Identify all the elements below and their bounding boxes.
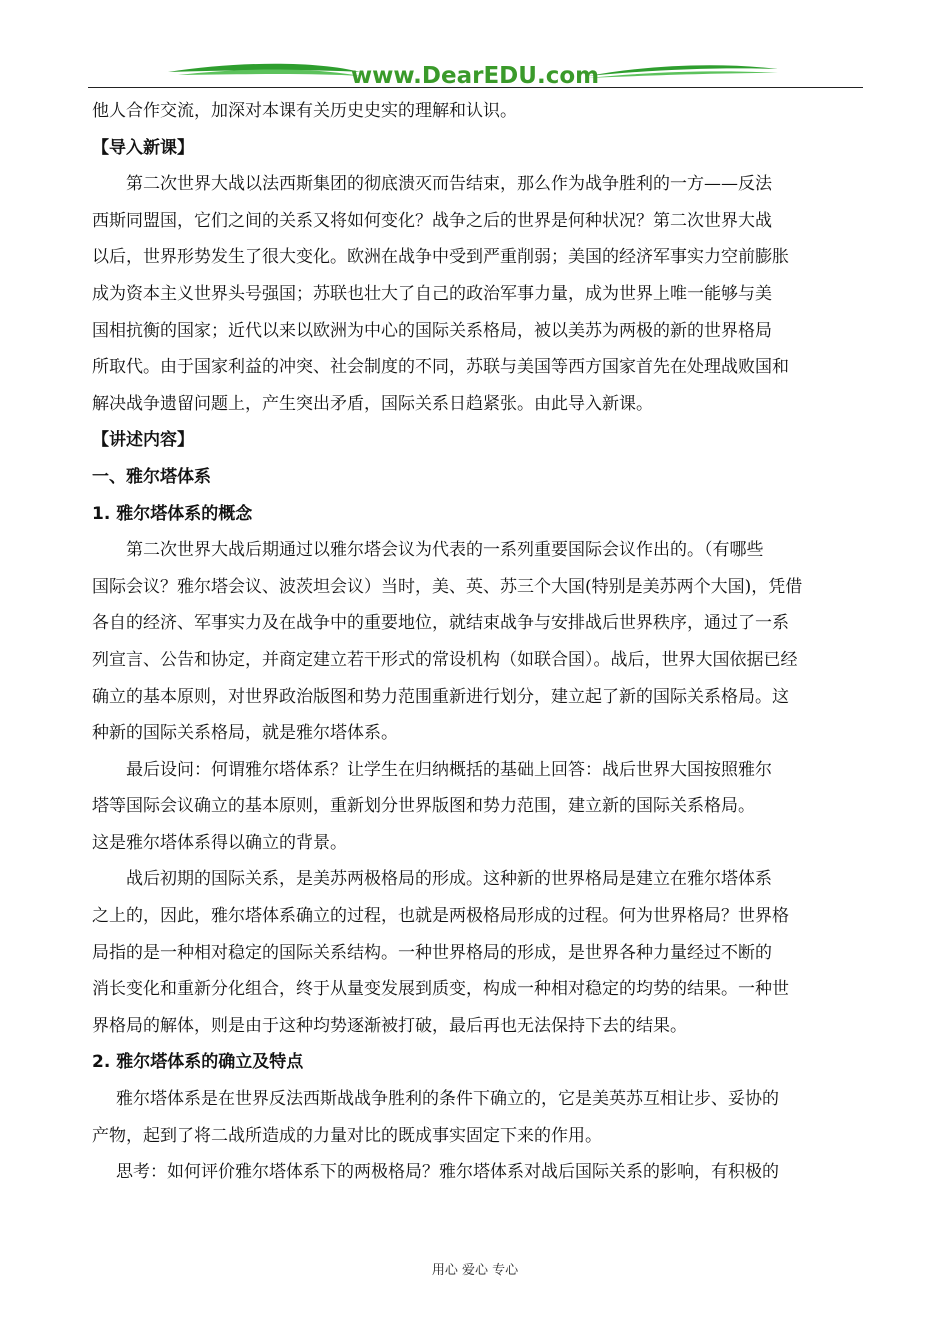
- site-header-banner: [88, 58, 863, 90]
- paragraph-line: 最后设问：何谓雅尔塔体系？让学生在归纳概括的基础上回答：战后世界大国按照雅尔: [126, 759, 772, 780]
- paragraph-line: 以后，世界形势发生了很大变化。欧洲在战争中受到严重削弱；美国的经济军事实力空前膨胀: [92, 247, 789, 268]
- paragraph-line: 界格局的解体，则是由于这种均势逐渐被打破，最后再也无法保持下去的结果。: [92, 1015, 687, 1036]
- paragraph-line: 列宣言、公告和协定，并商定建立若干形式的常设机构（如联合国）。战后，世界大国依据已经: [92, 649, 798, 670]
- paragraph-line: 战后初期的国际关系，是美苏两极格局的形成。这种新的世界格局是建立在雅尔塔体系: [126, 869, 772, 890]
- paragraph-line: 种新的国际关系格局，就是雅尔塔体系。: [92, 723, 398, 744]
- paragraph-line: 解决战争遗留问题上，产生突出矛盾，国际关系日趋紧张。由此导入新课。: [92, 393, 653, 414]
- paragraph-line: 思考：如何评价雅尔塔体系下的两极格局？雅尔塔体系对战后国际关系的影响，有积极的: [116, 1162, 779, 1183]
- section-heading: 一、雅尔塔体系: [92, 466, 211, 487]
- paragraph-line: 雅尔塔体系是在世界反法西斯战战争胜利的条件下确立的，它是美英苏互相让步、妥协的: [116, 1089, 779, 1110]
- header-divider: [88, 87, 863, 88]
- paragraph-line: 产物，起到了将二战所造成的力量对比的既成事实固定下来的作用。: [92, 1125, 602, 1146]
- paragraph-line: 第二次世界大战以法西斯集团的彻底溃灭而告结束，那么作为战争胜利的一方——反法: [126, 174, 772, 195]
- paragraph-line: 塔等国际会议确立的基本原则，重新划分世界版图和势力范围，建立新的国际关系格局。: [92, 796, 755, 817]
- paragraph-line: 所取代。由于国家利益的冲突、社会制度的不同，苏联与美国等西方国家首先在处理战败国和: [92, 357, 789, 378]
- paragraph-line: 之上的，因此，雅尔塔体系确立的过程，也就是两极格局形成的过程。何为世界格局？世界格: [92, 906, 789, 927]
- section-heading: 1. 雅尔塔体系的概念: [92, 503, 253, 524]
- section-heading: 【导入新课】: [92, 137, 194, 158]
- site-logo-text: www.DearEDU.com: [350, 63, 600, 89]
- paragraph-line: 这是雅尔塔体系得以确立的背景。: [92, 832, 347, 853]
- section-heading: 2. 雅尔塔体系的确立及特点: [92, 1052, 304, 1073]
- document-body: [92, 93, 862, 1191]
- swoosh-logo-graphic: [88, 58, 863, 90]
- paragraph-line: 国际会议？雅尔塔会议、波茨坦会议）当时，美、英、苏三个大国(特别是美苏两个大国)，凭借: [92, 576, 803, 597]
- page-footer: 用心 爱心 专心: [431, 1263, 519, 1278]
- paragraph-line: 成为资本主义世界头号强国；苏联也壮大了自己的政治军事力量，成为世界上唯一能够与美: [92, 283, 772, 304]
- paragraph-line: 各自的经济、军事实力及在战争中的重要地位，就结束战争与安排战后世界秩序，通过了一系: [92, 613, 789, 634]
- paragraph-line: 局指的是一种相对稳定的国际关系结构。一种世界格局的形成，是世界各种力量经过不断的: [92, 942, 772, 963]
- paragraph-line: 国相抗衡的国家；近代以来以欧洲为中心的国际关系格局，被以美苏为两极的新的世界格局: [92, 320, 772, 341]
- section-heading: 【讲述内容】: [92, 430, 194, 451]
- paragraph-line: 他人合作交流，加深对本课有关历史史实的理解和认识。: [92, 101, 517, 121]
- paragraph-line: 第二次世界大战后期通过以雅尔塔会议为代表的一系列重要国际会议作出的。（有哪些: [126, 540, 764, 561]
- paragraph-line: 确立的基本原则，对世界政治版图和势力范围重新进行划分，建立起了新的国际关系格局。这: [92, 686, 789, 707]
- paragraph-line: 消长变化和重新分化组合，终于从量变发展到质变，构成一种相对稳定的均势的结果。一种世: [92, 979, 789, 1000]
- paragraph-line: 西斯同盟国，它们之间的关系又将如何变化？战争之后的世界是何种状况？第二次世界大战: [92, 210, 772, 231]
